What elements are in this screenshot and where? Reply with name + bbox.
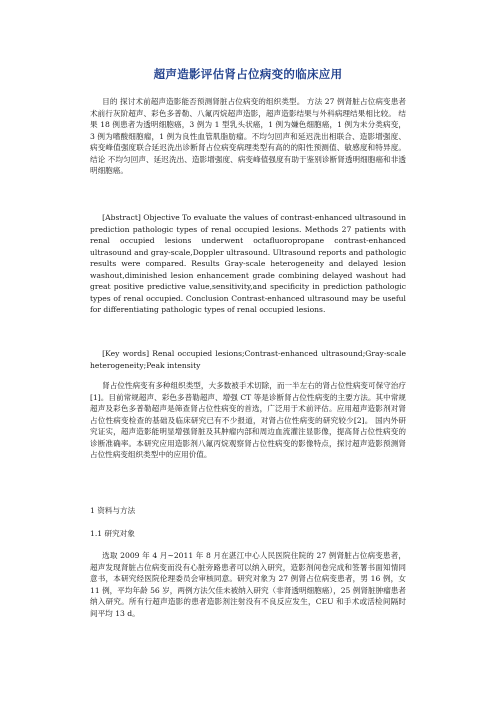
introduction-paragraph: 肾占位性病变有多种组织类型，大多数被手术切除，而一半左右的肾占位性病变可保守治疗[1]。目前常规超声、彩色多普勒超声、增强 CT 等是诊断肾占位性病变的主要方法。其中常规超声及彩色多普勒超声是筛查肾占位性病变的首选，广泛用于术前评估。应用超声造影剂对肾占位性病变检查的基础及临床研究已有不少报道，对肾占位性病变的研究较少[2]。 国内外研究证实，超声造影能明显增强肾脏及其肿瘤内部和周边血流灌注显影像，提高肾占位性病变的诊断准确率。本研究应用造影剂八氟丙烷观察肾占位性病变的影像特点，探讨超声造影预测肾占位性病变组织类型中的应用价值。 [90,381,406,459]
study-subjects-paragraph: 选取 2009 年 4 月~2011 年 8 月在湛江中心人民医院住院的 27 例肾脏占位病变患者，超声发现肾脏占位病变而没有心脏旁路患者可以纳入研究，造影剂间卷完成和签署书面知情同意书，本研究经医院伦理委员会审核同意。研究对象为 27 例肾占位病变患者，男 16 例，女 11 例，平均年龄 56 岁，两例方法欠佳未被纳入研究（非肾透明细胞癌），25 例肾脏肿瘤患者纳入研究。所有行超声造影的患者造影剂注射没有不良反应发生，CEU 和手术或活检间隔时间平均 13 d。 [90,551,406,618]
paper-title: 超声造影评估肾占位病变的临床应用 [153,67,343,81]
subsection-heading-study-subjects: 1.1 研究对象 [90,529,135,538]
english-abstract: [Abstract] Objective To evaluate the values of contrast-enhanced ultrasound in prediction pathologic types of renal occupied lesions. Methods 27 patients with renal occupied lesions underwent octafluoropropane contrast-enhanced ultrasound and gray-scale,Doppler ultrasound. Ultrasound reports and pathologic results were compared. Results Gray-scale heterogeneity and delayed lesion washout,diminished lesion enhancement grade combining delayed washout had great positive predictive value,sensitivity,and specificity in prediction pathologic types of renal occupied. Conclusion Contrast-enhanced ultrasound may be useful for differentiating pathologic types of renal occupied lesions. [90,213,406,314]
section-heading-materials-methods: 1 资料与方法 [90,506,136,515]
english-keywords: [Key words] Renal occupied lesions;Contrast-enhanced ultrasound;Gray-scale heterogeneity;Peak intensity [90,349,406,370]
chinese-abstract: 目的 探讨术前超声造影能否预测肾脏占位病变的组织类型。 方法 27 例肾脏占位病变患者术前行灰阶超声、彩色多普勒、八氟丙烷超声造影，超声造影结果与外科病理结果相比较。 结果 18 例患者为透明细胞癌，3 例为 1 型乳头状癌，1 例为嫌色细胞癌，1 例为未分类病变，3 例为嗜酸细胞瘤，1 例为良性血管肌脂肪瘤。不均匀回声和延迟洗出相联合、造影增强度、病变峰值强度联合延迟洗出诊断肾占位病变病理类型有高的的阳性预测值、敏感度和特异度。 结论 不均匀回声、延迟洗出、造影增强度、病变峰值强度有助于鉴别诊断肾透明细胞癌和非透明细胞癌。 [90,97,406,175]
